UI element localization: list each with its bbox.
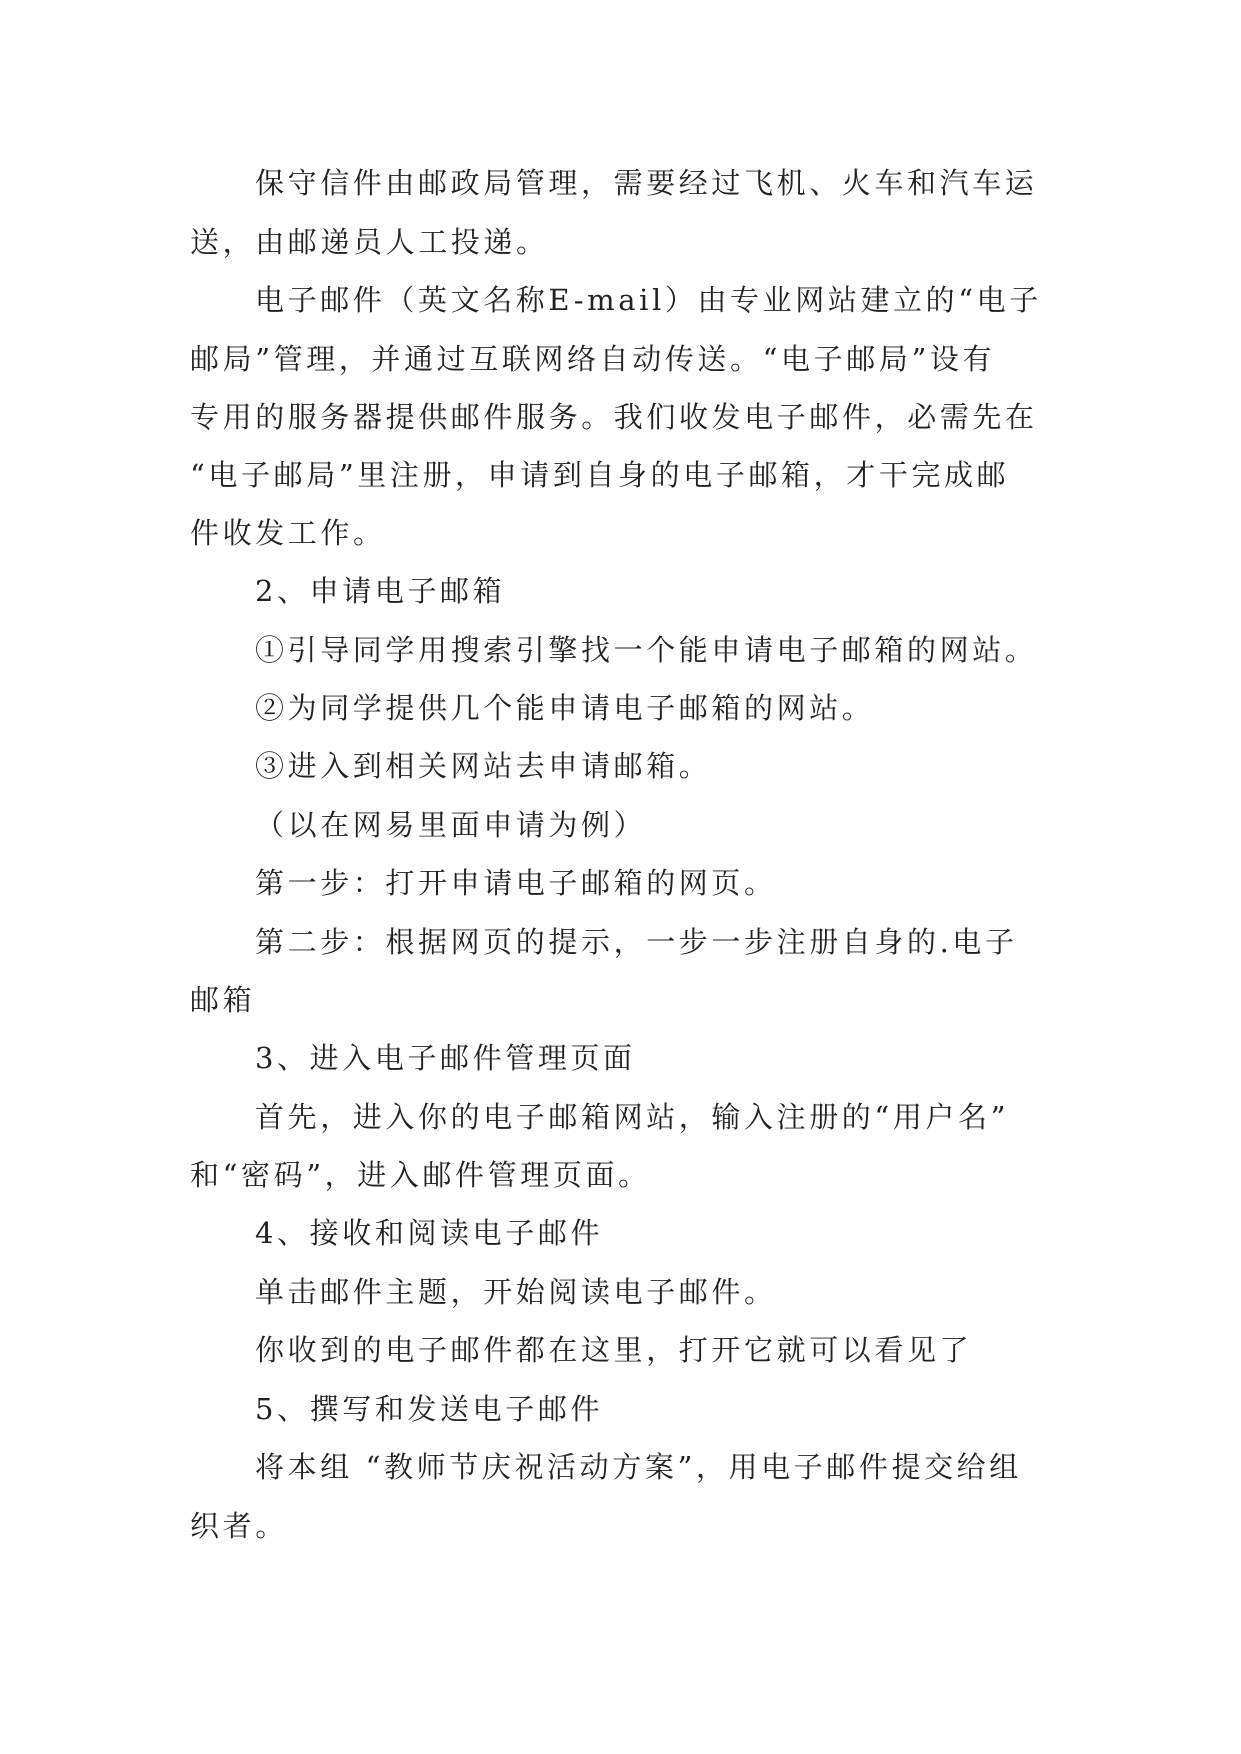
- text-line: （以在网易里面申请为例）: [255, 808, 647, 842]
- section-heading: 4、接收和阅读电子邮件: [255, 1216, 604, 1250]
- text-line: 首先，进入你的电子邮箱网站，输入注册的“用户名”: [255, 1100, 1010, 1134]
- text-line: 专用的服务器提供邮件服务。我们收发电子邮件，必需先在: [190, 400, 1038, 434]
- text-line: 将本组 “教师节庆祝活动方案”，用电子邮件提交给组: [255, 1450, 1022, 1484]
- text-line: 邮箱: [190, 983, 256, 1017]
- section-heading: 3、进入电子邮件管理页面: [255, 1041, 636, 1075]
- text-line: 第一步：打开申请电子邮箱的网页。: [255, 866, 777, 900]
- text-line: 第二步：根据网页的提示，一步一步注册自身的.电子: [255, 925, 1018, 959]
- text-line: ②为同学提供几个能申请电子邮箱的网站。: [255, 691, 875, 725]
- text-line: 件收发工作。: [190, 516, 386, 550]
- section-heading: 2、申请电子邮箱: [255, 574, 506, 608]
- text-line: 单击邮件主题，开始阅读电子邮件。: [255, 1275, 777, 1309]
- text-line: 电子邮件（英文名称E-mail）由专业网站建立的“电子: [255, 283, 1042, 317]
- section-heading: 5、撰写和发送电子邮件: [255, 1392, 604, 1426]
- text-line: ①引导同学用搜索引擎找一个能申请电子邮箱的网站。: [255, 633, 1038, 667]
- text-line: 邮局”管理，并通过互联网络自动传送。“电子邮局”设有: [190, 342, 996, 376]
- text-line: “电子邮局”里注册，申请到自身的电子邮箱，才干完成邮: [190, 458, 1010, 492]
- text-line: 送，由邮递员人工投递。: [190, 225, 549, 259]
- text-line: 保守信件由邮政局管理，需要经过飞机、火车和汽车运: [255, 166, 1038, 200]
- text-line: 和“密码”，进入邮件管理页面。: [190, 1158, 651, 1192]
- text-line: ③进入到相关网站去申请邮箱。: [255, 749, 712, 783]
- text-line: 织者。: [190, 1509, 288, 1543]
- text-line: 你收到的电子邮件都在这里，打开它就可以看见了: [255, 1333, 973, 1367]
